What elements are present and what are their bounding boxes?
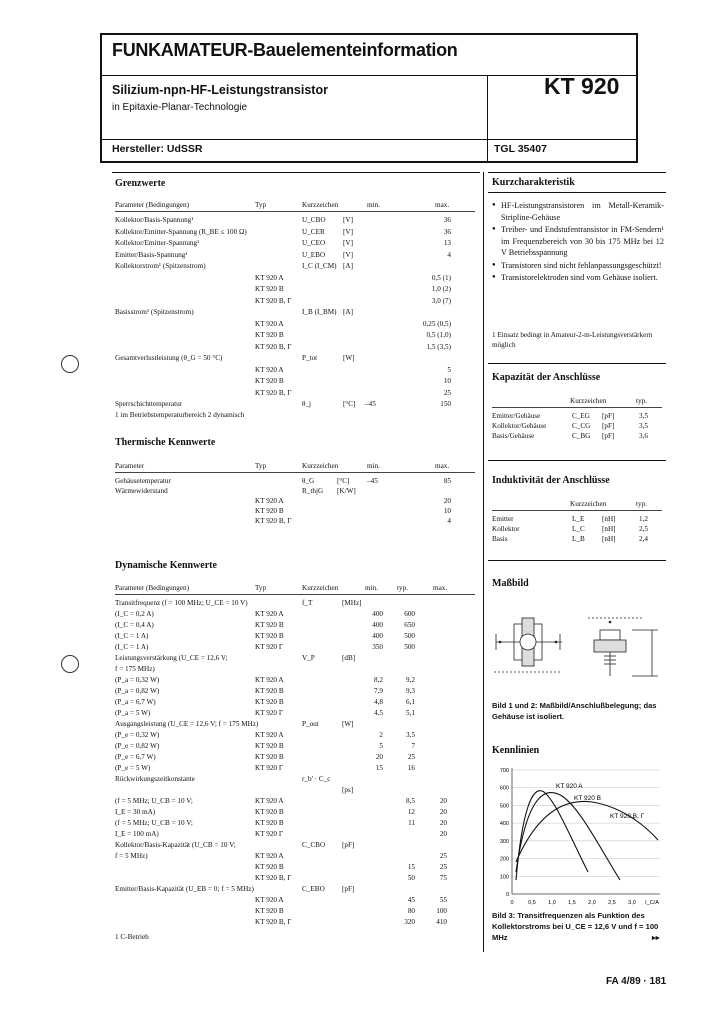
- table-cell: 1,0 (2): [431, 285, 451, 293]
- x-tick-label: 1,5: [568, 900, 576, 906]
- table-cell: 20: [439, 797, 447, 805]
- table-cell: C_CG: [572, 422, 591, 430]
- table-cell: Emitter: [492, 515, 514, 523]
- table-header-cell: min.: [367, 462, 380, 470]
- manufacturer: Hersteller: UdSSR: [112, 143, 203, 155]
- table-cell: KT 920 A: [255, 610, 284, 618]
- bullet-icon: ●: [492, 202, 496, 208]
- table-cell: Kollektor/Emitter-Spannung¹: [115, 239, 200, 247]
- table-cell: [A]: [343, 308, 353, 316]
- table-cell: 150: [440, 400, 451, 408]
- table-cell: θ_j: [302, 400, 312, 408]
- x-tick-label: 0: [510, 900, 514, 906]
- kurz-bullet-text: Transistoren sind nicht fehlanpassungsgeschützt!: [501, 260, 662, 270]
- table-cell: [pF]: [342, 841, 355, 849]
- table-cell: I_E = 30 mA): [115, 808, 156, 816]
- table-cell: KT 920 B: [255, 863, 284, 871]
- table-cell: [V]: [343, 216, 353, 224]
- table-cell: 9,2: [406, 676, 415, 684]
- table-cell: 20: [439, 830, 447, 838]
- table-cell: 50: [407, 874, 415, 882]
- table-cell: [dB]: [342, 654, 356, 662]
- table-header-cell: Typ: [255, 201, 267, 209]
- table-cell: 5: [447, 365, 451, 374]
- table-cell: 500: [404, 643, 415, 651]
- kurz-list: [492, 200, 664, 285]
- table-cell: 3,5: [639, 412, 648, 420]
- table-cell: 400: [372, 632, 383, 640]
- table-cell: [K/W]: [337, 487, 356, 495]
- table-cell: [ps]: [342, 786, 354, 794]
- table-header-cell: typ.: [636, 500, 647, 508]
- table-cell: V_P: [302, 654, 315, 662]
- table-cell: Kollektorstrom¹ (Spitzenstrom): [115, 262, 206, 270]
- table-cell: (I_C = 1 A): [115, 632, 149, 640]
- table-header-cell: typ.: [397, 584, 408, 592]
- table-header-cell: min.: [365, 584, 378, 592]
- table-cell: Gehäusetemperatur: [115, 477, 171, 485]
- table-header-cell: min.: [367, 201, 380, 209]
- table-cell: KT 920 B, Γ: [255, 296, 292, 305]
- table-cell: 36: [443, 227, 451, 236]
- kurz-bullet: [492, 260, 664, 272]
- y-tick-label: 600: [499, 785, 509, 792]
- table-cell: KT 920 B: [255, 808, 284, 816]
- table-cell: C_CBO: [302, 841, 326, 849]
- y-tick-label: 200: [499, 856, 509, 863]
- table-cell: 3,5: [639, 422, 648, 430]
- table-cell: KT 920 B: [255, 907, 284, 915]
- table-cell: KT 920 B: [255, 698, 284, 706]
- table-cell: KT 920 A: [255, 896, 284, 904]
- kurz-bullet-text: HF-Leistungstransistoren im Metall-Keramik-Stripline-Gehäuse: [501, 201, 664, 222]
- table-cell: 15: [407, 863, 415, 871]
- table-cell: KT 920 A: [255, 365, 284, 374]
- table-cell: U_CBO: [302, 216, 326, 224]
- table-cell: 11: [408, 819, 415, 827]
- table-header-rule: [115, 472, 475, 473]
- table-cell: KT 920 B, Γ: [255, 388, 292, 397]
- table-cell: C_EG: [572, 412, 590, 420]
- table-cell: (f = 5 MHz; U_CB = 10 V;: [115, 819, 193, 827]
- table-cell: KT 920 B: [255, 377, 284, 385]
- table-cell: r_b' · C_c: [302, 775, 331, 783]
- section-kennlinien: Kennlinien: [492, 745, 540, 756]
- table-cell: 9,3: [406, 687, 415, 695]
- y-tick-label: 500: [499, 803, 509, 810]
- bullet-icon: ●: [492, 226, 496, 232]
- table-cell: f = 175 MHz): [115, 665, 155, 673]
- table-header-cell: Parameter: [115, 462, 145, 470]
- table-cell: [pF]: [602, 422, 615, 430]
- table-cell: f = 5 MHz): [115, 852, 148, 860]
- y-tick-label: 100: [499, 874, 509, 881]
- table-cell: KT 920 B: [255, 819, 284, 827]
- table-cell: 400: [372, 621, 383, 629]
- table-cell: Leistungsverstärkung (U_CE = 12,6 V;: [115, 654, 228, 662]
- table-cell: 2,4: [639, 535, 648, 543]
- continued-marker: ▸▸: [652, 933, 660, 942]
- legend-b: KT 920 B: [574, 795, 601, 802]
- table-cell: [pF]: [602, 432, 615, 440]
- x-tick-label: 1,0: [548, 900, 556, 906]
- kurz-bullet: [492, 200, 664, 223]
- table-cell: Kollektor/Basis-Kapazität (U_CB = 10 V;: [115, 841, 236, 849]
- table-cell: 25: [439, 852, 447, 860]
- rule-kap: [488, 363, 666, 364]
- table-cell: 16: [407, 764, 415, 772]
- table-cell: 20: [375, 753, 383, 761]
- table-cell: Ausgangsleistung (U_CE = 12,6 V; f = 175 MHz): [115, 720, 259, 728]
- table-cell: Emitter/Basis-Spannung¹: [115, 250, 188, 259]
- table-header-rule: [115, 211, 475, 212]
- table-cell: KT 920 A: [255, 676, 284, 684]
- table-cell: Rückwirkungszeitkonstante: [115, 775, 195, 783]
- punch-hole-bottom: [61, 655, 79, 673]
- table-cell: 8,5: [406, 797, 415, 805]
- rule-mass: [488, 560, 666, 561]
- grenzwerte-footnote: 1 im Betriebstemperaturbereich 2 dynamisch: [115, 411, 245, 419]
- table-cell: KT 920 A: [255, 497, 284, 505]
- table-cell: [V]: [343, 250, 353, 259]
- page-footer: FA 4/89 · 181: [606, 976, 667, 987]
- kennlinien-chart: [492, 762, 668, 910]
- table-cell: (I_C = 0,4 A): [115, 621, 154, 629]
- table-header-cell: max.: [433, 584, 448, 592]
- table-cell: 4,5: [374, 709, 383, 717]
- table-header-cell: Kurzzeichen: [302, 462, 339, 470]
- section-dynamisch: Dynamische Kennwerte: [115, 560, 217, 571]
- table-cell: [nH]: [602, 525, 616, 533]
- bullet-icon: ●: [492, 274, 496, 280]
- table-cell: KT 920 Γ: [255, 643, 283, 651]
- table-cell: KT 920 A: [255, 852, 284, 860]
- kennlinien-caption: Bild 3: Transitfrequenzen als Funktion des Kollektorstroms bei U_CE = 12,6 V und f = 100 MHz: [492, 911, 659, 942]
- table-header-cell: Kurzzeichen: [570, 500, 607, 508]
- table-cell: 2,5: [639, 525, 648, 533]
- kurz-bullet: [492, 224, 664, 259]
- rule-left: [112, 172, 480, 173]
- table-cell: (P_e = 5 W): [115, 764, 151, 772]
- table-cell: L_E: [572, 515, 585, 523]
- table-cell: 20: [439, 808, 447, 816]
- table-cell: KT 920 A: [255, 731, 284, 739]
- table-cell: Kollektor/Emitter-Spannung (R_BE ≤ 100 Ω): [115, 227, 247, 236]
- table-cell: KT 920 B: [255, 742, 284, 750]
- table-cell: (P_e = 6,7 W): [115, 753, 156, 761]
- standard-number: TGL 35407: [494, 143, 547, 155]
- header-subtitle2: in Epitaxie-Planar-Technologie: [112, 102, 248, 113]
- x-tick-label: 2,5: [608, 900, 616, 906]
- table-cell: [pF]: [342, 885, 355, 893]
- table-cell: KT 920 B, Γ: [255, 342, 292, 351]
- table-cell: L_C: [572, 525, 585, 533]
- table-cell: KT 920 A: [255, 273, 284, 282]
- table-header-rule: [492, 407, 662, 408]
- table-cell: KT 920 B: [255, 331, 284, 339]
- massbild-drawing: [492, 600, 666, 690]
- table-cell: P_tot: [302, 354, 318, 362]
- table-cell: f_T: [302, 599, 313, 607]
- table-header-cell: typ.: [636, 397, 647, 405]
- table-header-cell: Parameter (Bedingungen): [115, 584, 190, 592]
- table-cell: 13: [443, 239, 451, 247]
- table-cell: –45: [365, 400, 376, 408]
- table-cell: 85: [443, 477, 451, 485]
- rule-right: [488, 172, 666, 173]
- table-cell: (P_e = 0,82 W): [115, 742, 160, 750]
- table-cell: 10: [443, 377, 451, 385]
- table-cell: 3,5: [406, 731, 415, 739]
- section-induktivitaet: Induktivität der Anschlüsse: [492, 475, 610, 486]
- table-cell: KT 920 B, Γ: [255, 918, 292, 926]
- table-cell: 400: [372, 610, 383, 618]
- rule-kurz: [488, 192, 666, 193]
- table-cell: KT 920 B, Γ: [255, 874, 292, 882]
- table-cell: 6,1: [406, 698, 415, 706]
- table-cell: 4: [447, 250, 451, 259]
- table-cell: [°C]: [343, 400, 356, 408]
- table-cell: –45: [367, 477, 378, 485]
- table-cell: 10: [443, 507, 451, 515]
- header-vertical-divider: [487, 75, 488, 161]
- table-cell: 20: [439, 819, 447, 827]
- table-cell: 45: [407, 896, 415, 904]
- table-cell: 3,0 (7): [431, 296, 451, 305]
- table-cell: KT 920 B, Γ: [255, 517, 292, 525]
- table-cell: 600: [404, 610, 415, 618]
- table-header-cell: Typ: [255, 462, 267, 470]
- table-header-cell: Kurzzeichen: [302, 584, 339, 592]
- table-cell: 25: [407, 753, 415, 761]
- table-cell: L_B: [572, 535, 585, 543]
- table-cell: Transitfrequenz (f = 100 MHz; U_CE = 10 V): [115, 599, 248, 607]
- table-cell: R_thjG: [302, 487, 324, 495]
- table-cell: (f = 5 MHz; U_CB = 10 V;: [115, 797, 193, 805]
- table-cell: Kollektor/Gehäuse: [492, 422, 547, 430]
- bullet-icon: ●: [492, 261, 496, 268]
- table-cell: Kollektor/Basis-Spannung¹: [115, 216, 194, 224]
- table-cell: Sperrschichttemperatur: [115, 400, 183, 408]
- x-tick-label: I_C/A: [645, 900, 659, 906]
- table-cell: [V]: [343, 239, 353, 247]
- table-cell: Emitter/Basis-Kapazität (U_EB = 0; f = 5 MHz): [115, 885, 254, 893]
- table-cell: 5,1: [406, 709, 415, 717]
- table-cell: KT 920 B: [255, 753, 284, 761]
- section-grenzwerte: Grenzwerte: [115, 178, 166, 189]
- table-cell: [MHz]: [342, 599, 362, 607]
- header-divider-2: [100, 139, 636, 140]
- rule-ind: [488, 460, 666, 461]
- table-cell: 0,25 (0,5): [422, 319, 451, 328]
- x-tick-label: 0,5: [528, 900, 536, 906]
- table-cell: [nH]: [602, 515, 616, 523]
- table-cell: [A]: [343, 262, 353, 270]
- table-header-cell: Kurzzeichen: [570, 397, 607, 405]
- table-cell: KT 920 B: [255, 507, 284, 515]
- table-cell: (P_a = 0,82 W): [115, 687, 160, 695]
- table-cell: KT 920 Γ: [255, 830, 283, 838]
- table-cell: I_C (I_CM): [302, 262, 337, 270]
- table-cell: Gesamtverlustleistung (θ_G = 50 °C): [115, 354, 223, 362]
- table-cell: KT 920 Γ: [255, 709, 283, 717]
- table-cell: 7,9: [374, 687, 383, 695]
- table-cell: (P_a = 5 W): [115, 709, 151, 717]
- table-cell: 8,2: [374, 676, 383, 684]
- table-cell: 80: [407, 907, 415, 915]
- table-cell: KT 920 B: [255, 632, 284, 640]
- table-cell: (P_e = 0,32 W): [115, 731, 160, 739]
- table-cell: 2: [379, 731, 383, 739]
- table-cell: 650: [404, 621, 415, 629]
- section-kapazitaet: Kapazität der Anschlüsse: [492, 372, 601, 383]
- table-cell: KT 920 Γ: [255, 764, 283, 772]
- kurz-bullet-text: Transistorelektroden sind vom Gehäuse isoliert.: [501, 273, 658, 282]
- y-tick-label: 400: [499, 821, 509, 828]
- table-cell: Basis/Gehäuse: [492, 432, 535, 440]
- table-cell: 1,5 (3,5): [426, 342, 451, 351]
- kurz-bullet: [492, 272, 664, 284]
- table-cell: C_EBO: [302, 885, 325, 893]
- table-cell: (I_C = 1 A): [115, 643, 149, 651]
- table-cell: [W]: [342, 720, 354, 728]
- table-cell: KT 920 A: [255, 797, 284, 805]
- table-cell: [V]: [343, 227, 353, 236]
- table-cell: 4: [447, 517, 451, 525]
- section-kurz: Kurzcharakteristik: [492, 177, 575, 188]
- table-cell: 36: [443, 216, 451, 224]
- table-cell: 5: [379, 742, 383, 750]
- table-cell: [W]: [343, 354, 355, 362]
- table-cell: Wärmewiderstand: [115, 487, 168, 495]
- table-cell: Basisstrom¹ (Spitzenstrom): [115, 308, 194, 316]
- table-cell: 1,2: [639, 515, 648, 523]
- x-tick-label: 3,0: [628, 900, 636, 906]
- table-cell: KT 920 A: [255, 319, 284, 328]
- table-cell: 0,5 (1,0): [426, 331, 451, 339]
- table-cell: 25: [443, 388, 451, 397]
- legend-c: KT 920 B, Γ: [610, 813, 645, 820]
- section-thermisch: Thermische Kennwerte: [115, 437, 216, 448]
- table-cell: 3,6: [639, 432, 648, 440]
- table-cell: 12: [407, 808, 415, 816]
- table-cell: 20: [443, 497, 451, 505]
- table-cell: 0,5 (1): [431, 273, 451, 282]
- table-header-rule: [492, 510, 662, 511]
- table-cell: KT 920 B: [255, 621, 284, 629]
- table-cell: (P_a = 0,32 W): [115, 676, 160, 684]
- header-title: FUNKAMATEUR-Bauelementeinformation: [112, 40, 458, 60]
- table-cell: [°C]: [337, 477, 350, 485]
- table-header-cell: Kurzzeichen: [302, 201, 339, 209]
- table-cell: KT 920 B: [255, 687, 284, 695]
- massbild-caption: Bild 1 und 2: Maßbild/Anschlußbelegung; das Gehäuse ist isoliert.: [492, 701, 657, 721]
- table-cell: 350: [372, 643, 383, 651]
- table-cell: θ_G: [302, 477, 315, 485]
- y-tick-label: 300: [499, 838, 509, 845]
- part-number: KT 920: [544, 73, 620, 99]
- column-divider: [483, 172, 484, 952]
- table-cell: I_B (I_BM): [302, 308, 337, 316]
- header-subtitle: Silizium-npn-HF-Leistungstransistor: [112, 83, 328, 97]
- dynamisch-footnote: 1 C-Betrieb: [115, 933, 149, 941]
- table-cell: Kollektor: [492, 525, 520, 533]
- legend-a: KT 920 A: [556, 783, 583, 790]
- table-cell: 320: [404, 918, 415, 926]
- table-cell: C_BG: [572, 432, 591, 440]
- table-cell: [nH]: [602, 535, 616, 543]
- table-cell: [pF]: [602, 412, 615, 420]
- table-cell: 100: [436, 907, 447, 915]
- table-cell: 500: [404, 632, 415, 640]
- table-cell: P_out: [302, 720, 319, 728]
- table-cell: 75: [439, 874, 447, 882]
- kurz-footnote: 1 Einsatz bedingt in Amateur-2-m-Leistungsverstärkern möglich: [492, 331, 653, 349]
- punch-hole-top: [61, 355, 79, 373]
- kurz-bullet-text: Treiber- und Endstufentransistor in FM-Sendern¹ im Frequenzbereich von 30 bis 175 MHz bei 12 V Betriebsspannung: [501, 225, 664, 257]
- table-cell: Emitter/Gehäuse: [492, 412, 541, 420]
- table-header-cell: max.: [435, 462, 450, 470]
- table-header-cell: Parameter (Bedingungen): [115, 201, 190, 209]
- table-cell: 7: [411, 742, 415, 750]
- x-tick-label: 2,0: [588, 900, 596, 906]
- table-cell: 15: [375, 764, 383, 772]
- table-cell: 55: [439, 896, 447, 904]
- table-cell: U_CEO: [302, 239, 326, 247]
- table-cell: KT 920 B: [255, 285, 284, 293]
- y-tick-label: 700: [499, 768, 509, 774]
- table-cell: 4,8: [374, 698, 383, 706]
- table-cell: Basis: [492, 535, 508, 543]
- section-massbild: Maßbild: [492, 578, 529, 589]
- table-cell: 25: [439, 863, 447, 871]
- y-tick-label: 0: [505, 892, 509, 898]
- table-header-cell: Typ: [255, 584, 267, 592]
- table-cell: (I_C = 0,2 A): [115, 610, 154, 618]
- table-cell: U_CER: [302, 227, 325, 236]
- table-cell: I_E = 100 mA): [115, 830, 159, 838]
- table-cell: U_EBO: [302, 250, 326, 259]
- table-cell: (P_a = 6,7 W): [115, 698, 156, 706]
- table-header-cell: max.: [435, 201, 450, 209]
- table-header-rule: [115, 594, 475, 595]
- table-cell: 410: [436, 918, 447, 926]
